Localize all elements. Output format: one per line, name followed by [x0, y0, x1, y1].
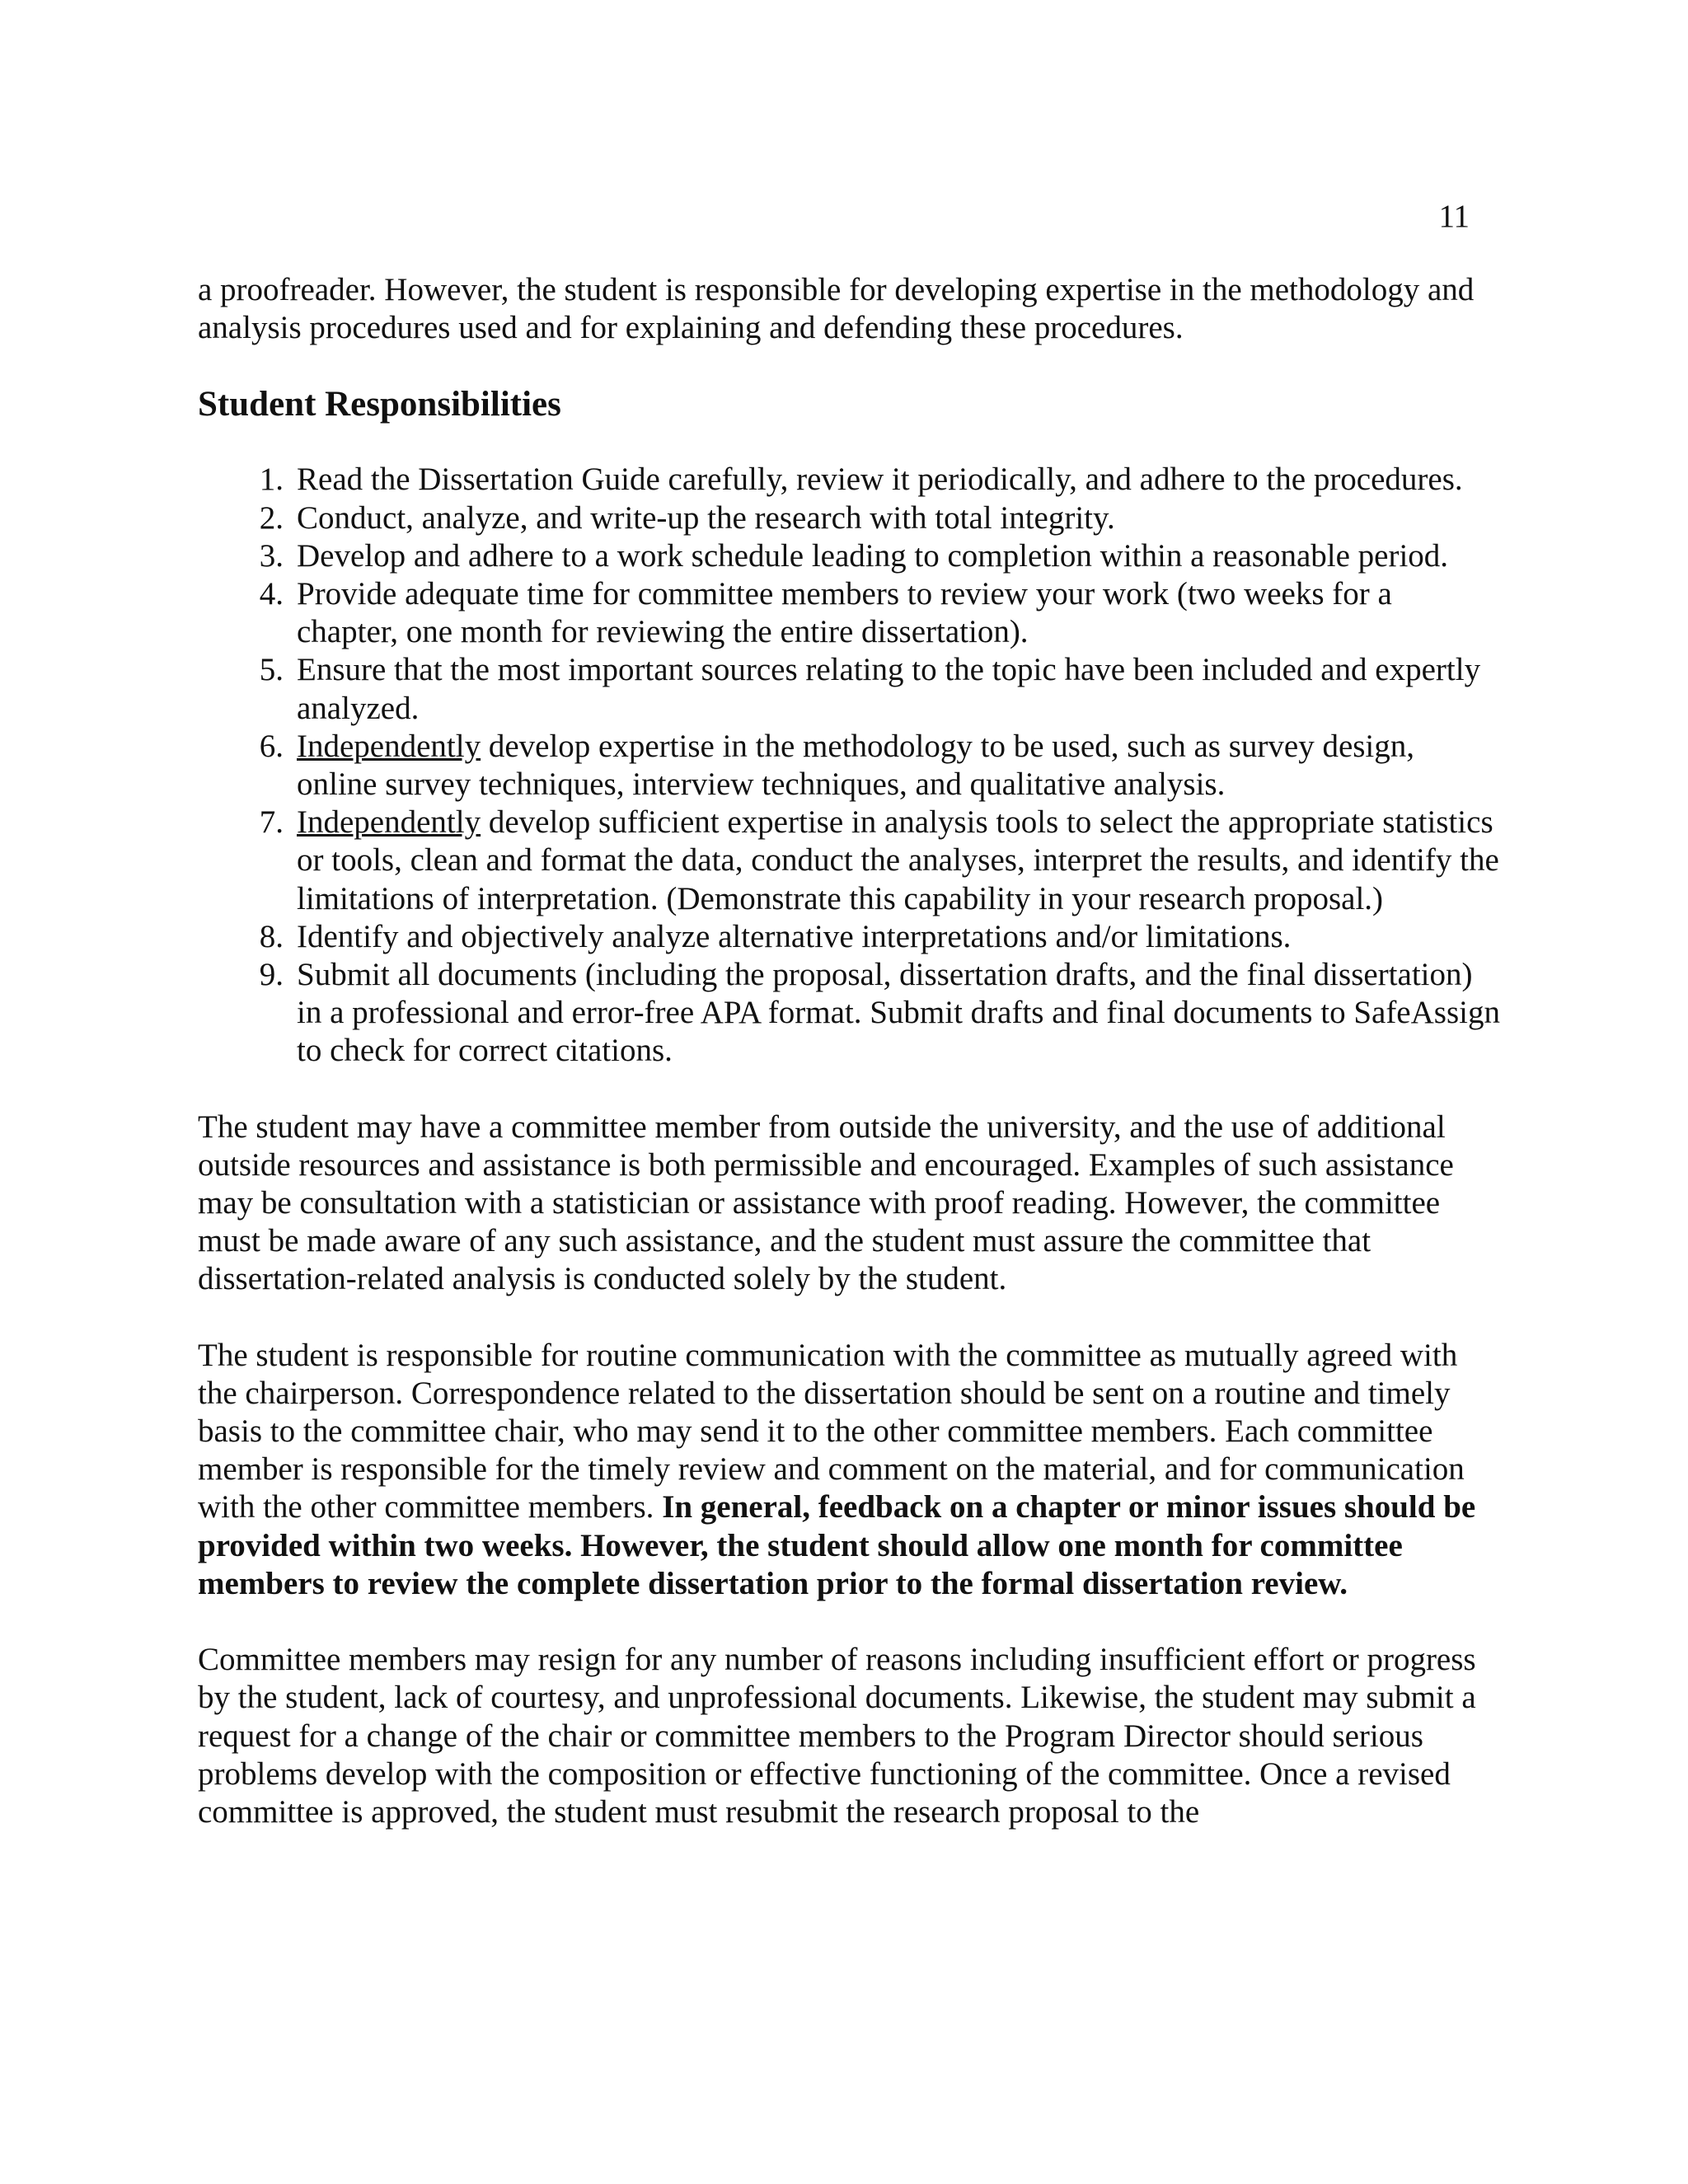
responsibilities-list: [198, 461, 1500, 1070]
paragraph-outside-member: The student may have a committee member from outside the university, and the use of additional outside resources and assistance is both permissible and encouraged. Examples of such assistance may be consultation with a statistician or assistance with proof reading. However, the committee must be made aware of any such assistance, and the student must assure the committee that dissertation-related analysis is conducted solely by the student.: [198, 1108, 1454, 1297]
paragraph-communication-text: The student is responsible for routine communication with the committee as mutually agreed with the chairperson. Correspondence related to the dissertation should be sent on a routine and timely basis to the committee chair, who may send it to the other committee members. Each committee member is responsible for the timely review and comment on the material, and for communication with the other committee members.: [198, 1337, 1465, 1526]
list-item-text: Conduct, analyze, and write-up the research with total integrity.: [297, 499, 1115, 536]
paragraph-communication-bold: In general, feedback on a chapter or minor issues should be provided within two weeks. However, the student should allow one month for committee members to review the complete dissertation prior to the formal dissertation review.: [198, 1489, 1476, 1601]
underlined-emphasis: Independently: [297, 728, 481, 764]
list-item: [198, 461, 1500, 499]
list-item-number: 1.: [259, 462, 284, 498]
list-item: [198, 575, 1500, 651]
underlined-emphasis: Independently: [297, 804, 481, 841]
list-item-text: Submit all documents (including the proposal, dissertation drafts, and the final dissertation) in a professional and error-free APA format. Submit drafts and final documents to SafeAssign to check for correct citations.: [297, 957, 1500, 1069]
list-item-number: 4.: [259, 576, 284, 612]
list-item-number: 9.: [259, 957, 284, 993]
list-item-text: Ensure that the most important sources relating to the topic have been included and expertly analyzed.: [297, 652, 1481, 726]
list-item-text: Identify and objectively analyze alternative interpretations and/or limitations.: [297, 918, 1292, 954]
list-item-number: 6.: [259, 728, 284, 764]
list-item: [198, 918, 1500, 956]
list-item-text: Develop and adhere to a work schedule leading to completion within a reasonable period.: [297, 537, 1449, 574]
page-number: 11: [1438, 199, 1470, 234]
list-item-number: 2.: [259, 499, 284, 536]
list-item: [198, 728, 1500, 804]
intro-paragraph: a proofreader. However, the student is responsible for developing expertise in the methodology and analysis procedures used and for explaining and defending these procedures.: [198, 272, 1475, 346]
list-item-text: Read the Dissertation Guide carefully, review it periodically, and adhere to the procedures.: [297, 462, 1463, 498]
list-item: [198, 651, 1500, 727]
list-item: [198, 804, 1500, 918]
list-item-text: develop sufficient expertise in analysis tools to select the appropriate statistics or tools, clean and format the data, conduct the analyses, interpret the results, and identify the limitations of interpretation. (Demonstrate this capability in your research proposal.): [297, 804, 1499, 916]
paragraph-resign: Committee members may resign for any number of reasons including insufficient effort or progress by the student, lack of courtesy, and unprofessional documents. Likewise, the student may submit a request for a change of the chair or committee members to the Program Director should serious problems develop with the composition or effective functioning of the committee. Once a revised committee is approved, the student must resubmit the research proposal to the: [198, 1642, 1476, 1830]
page-content: [198, 271, 1500, 1831]
list-item-number: 8.: [259, 918, 284, 954]
list-item-number: 5.: [259, 652, 284, 688]
list-item: [198, 499, 1500, 537]
paragraph-communication: [198, 1337, 1500, 1603]
list-item-number: 3.: [259, 537, 284, 574]
list-item-text: Provide adequate time for committee members to review your work (two weeks for a chapter, one month for reviewing the entire dissertation).: [297, 576, 1392, 650]
list-item-text: develop expertise in the methodology to be used, such as survey design, online survey techniques, interview techniques, and qualitative analysis.: [297, 728, 1415, 803]
list-item: [198, 956, 1500, 1071]
section-heading: Student Responsibilities: [198, 385, 561, 424]
list-item-number: 7.: [259, 804, 284, 841]
list-item: [198, 537, 1500, 575]
